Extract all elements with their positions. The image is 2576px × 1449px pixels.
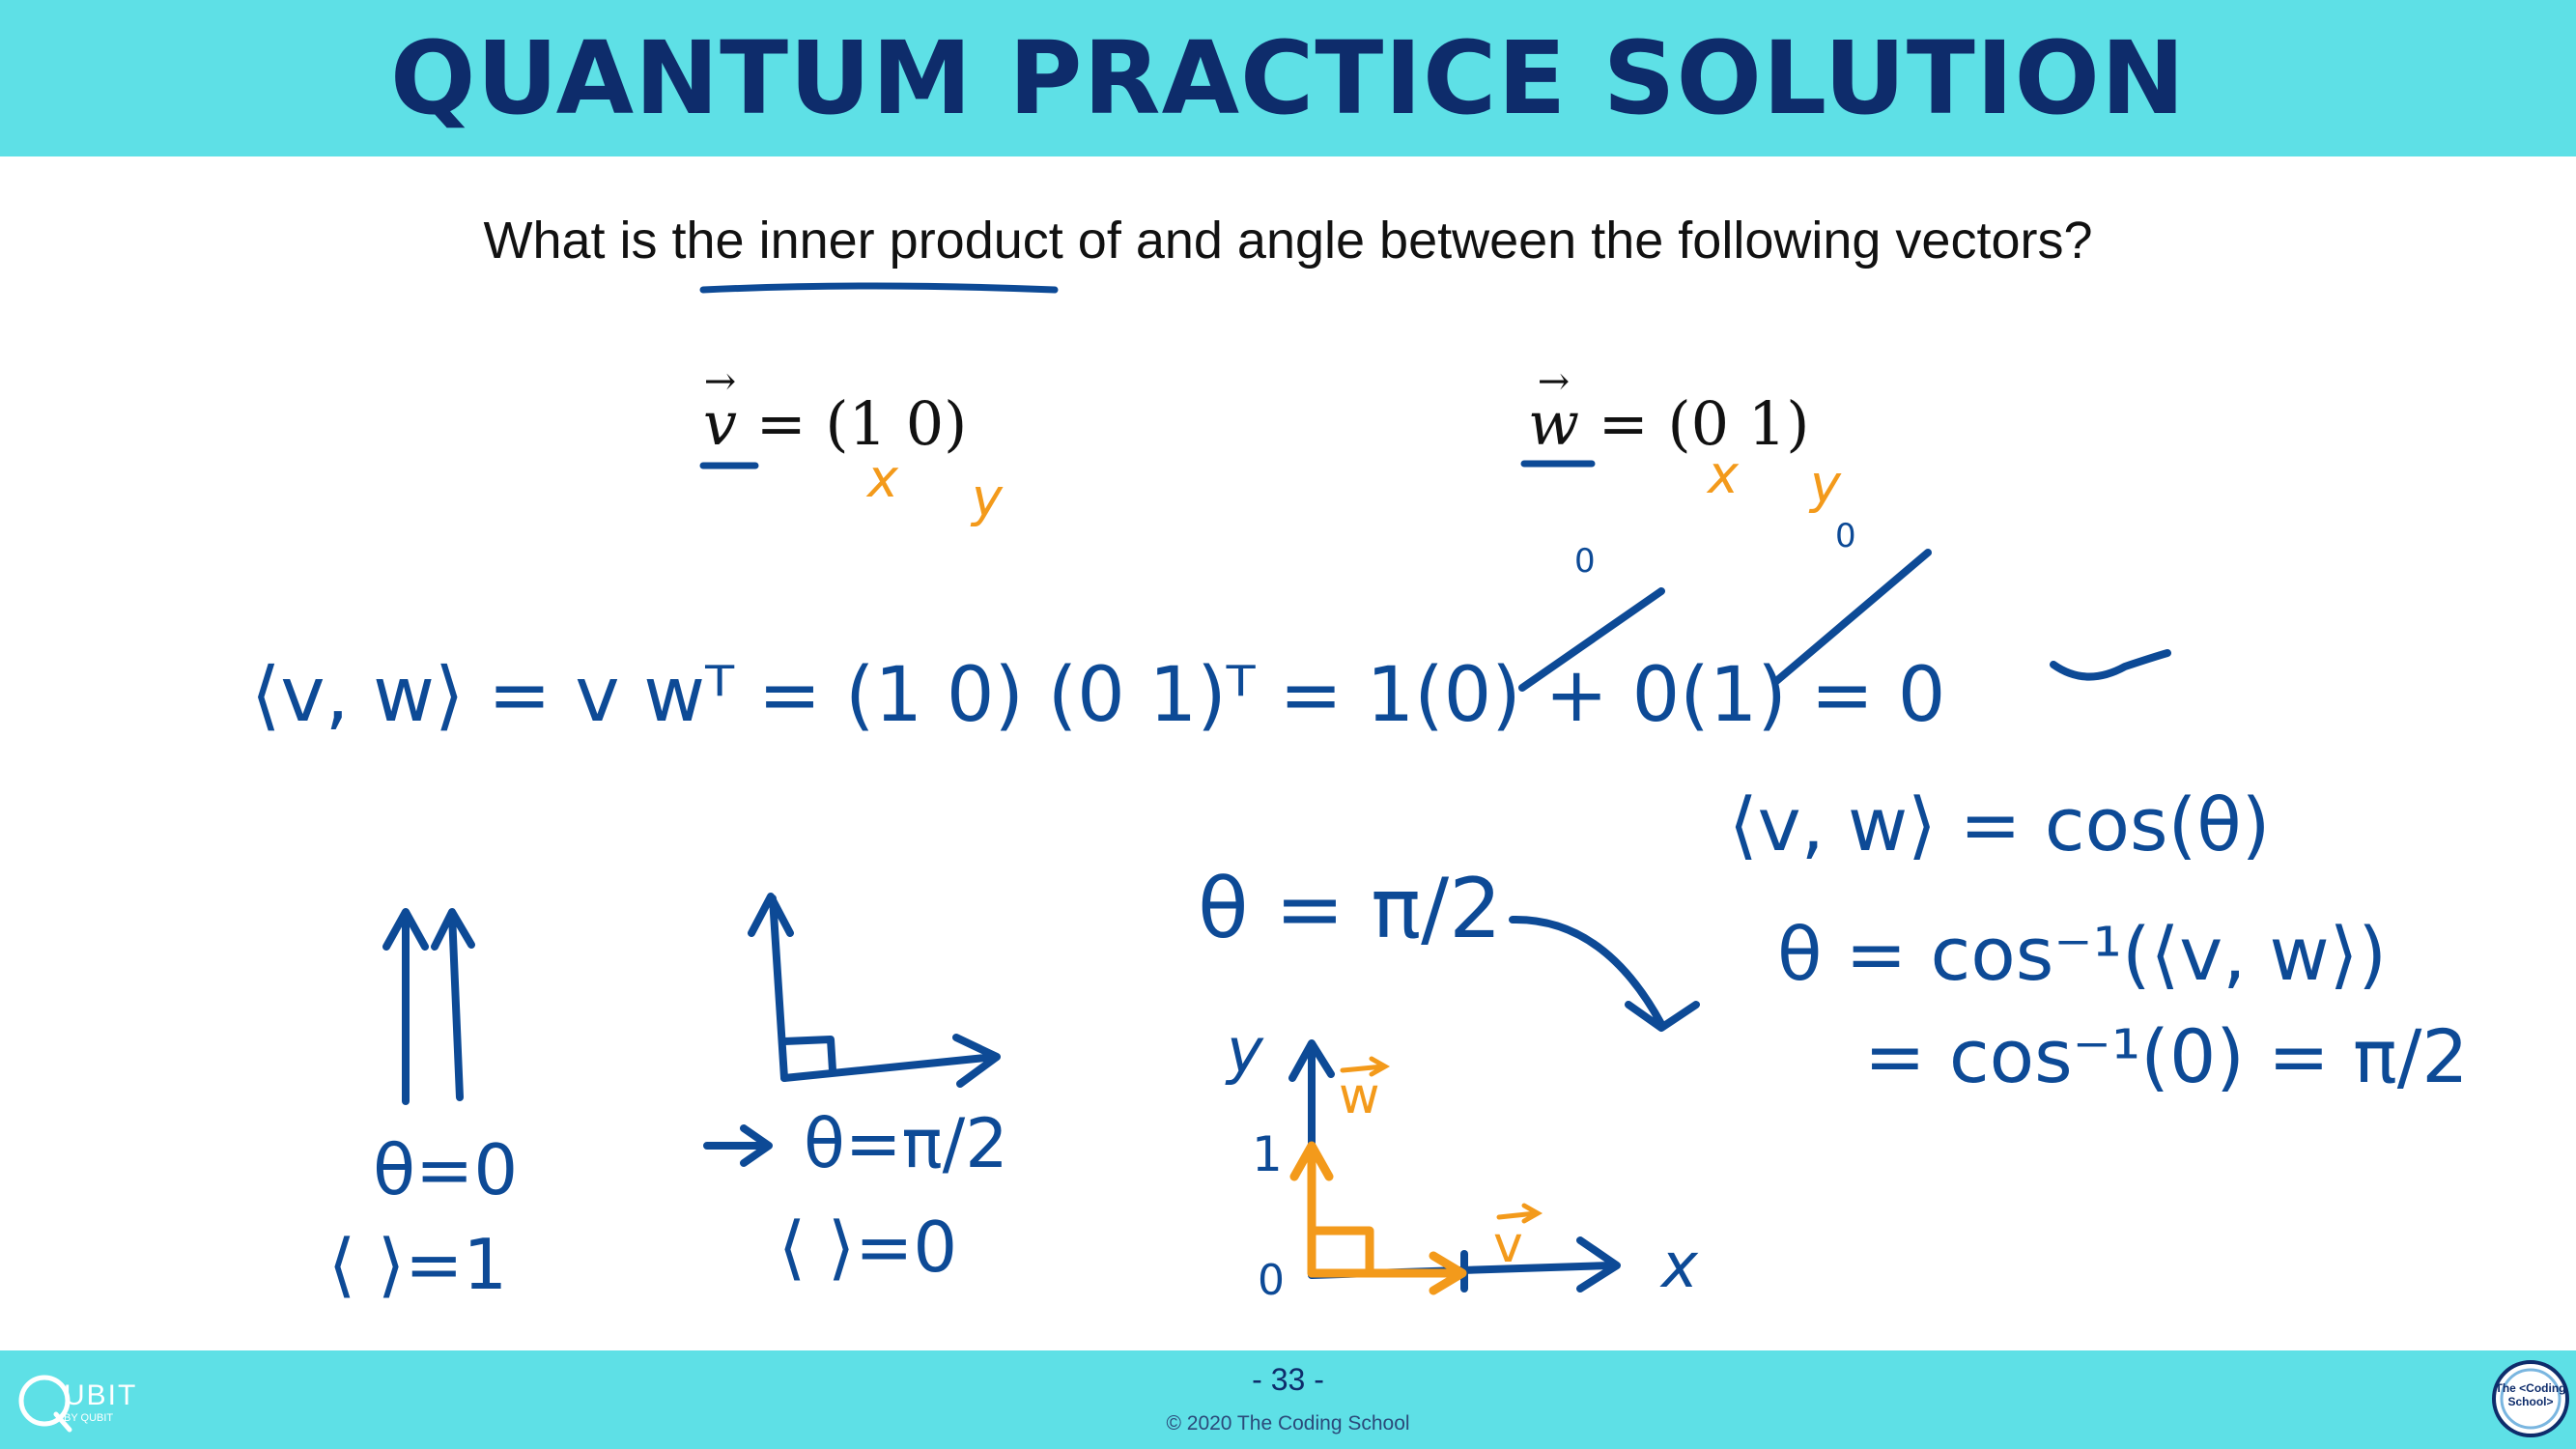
vector-v-label: v xyxy=(1493,1216,1523,1274)
zero-underline-squiggle xyxy=(2053,653,2167,677)
y-axis xyxy=(1292,1043,1331,1275)
v-x-label: x xyxy=(867,448,898,509)
axis-x-label: x xyxy=(1661,1231,1698,1302)
x-axis xyxy=(1312,1240,1617,1289)
arrow-to-relations xyxy=(1513,920,1696,1028)
parallel-arrow-2 xyxy=(435,912,471,1097)
tick-zero-label: 0 xyxy=(1258,1256,1285,1305)
vector-v-label-arrow xyxy=(1499,1206,1538,1221)
qubit-logo-text: UBIT xyxy=(64,1379,138,1411)
vector-w-arrow xyxy=(1294,1146,1329,1273)
perp-right-angle xyxy=(784,1039,833,1070)
vector-w-symbol: → w xyxy=(1528,388,1579,459)
strike-through-second xyxy=(1775,553,1928,682)
axis-y-label: y xyxy=(1227,1016,1263,1088)
perp-pointer-arrow xyxy=(707,1128,769,1163)
question-text: What is the inner product of and angle between the following vectors? xyxy=(483,212,2093,270)
zero-under-y: 0 xyxy=(1835,517,1856,555)
theta-equals-pi-over-2: θ = π/2 xyxy=(1198,861,1502,957)
perp-theta-label: θ=π/2 xyxy=(804,1104,1008,1183)
parallel-inner-label: ⟨ ⟩=1 xyxy=(328,1224,508,1305)
slide-title: QUANTUM PRACTICE SOLUTION xyxy=(389,19,2186,137)
relation-arccos-line: θ = cos⁻¹(⟨v, w⟩) xyxy=(1777,911,2388,997)
vector-v-definition xyxy=(703,388,967,459)
perp-arrow-vertical xyxy=(751,896,790,1078)
relation-cos-line: ⟨v, w⟩ = cos(θ) xyxy=(1729,781,2271,867)
qubit-logo-subtext: BY QUBIT xyxy=(64,1412,114,1424)
vector-v-arrow xyxy=(1312,1256,1462,1291)
perp-arrow-horizontal xyxy=(784,1037,997,1084)
inner-product-expression: ⟨v, w⟩ = v wᵀ = (1 0) (0 1)ᵀ = 1(0) + 0(1) = 0 xyxy=(251,652,1946,739)
v-y-label: y xyxy=(972,468,1003,528)
vector-w-definition xyxy=(1528,388,1809,459)
parallel-theta-label: θ=0 xyxy=(373,1129,519,1210)
w-y-label: y xyxy=(1810,454,1841,515)
page-number: - 33 - xyxy=(1252,1362,1324,1397)
vector-w-components: = (0 1) xyxy=(1579,388,1810,459)
relation-result-line: = cos⁻¹(0) = π/2 xyxy=(1864,1013,2469,1099)
vector-w-label-arrow xyxy=(1343,1059,1385,1074)
right-angle-marker xyxy=(1312,1231,1370,1271)
coding-school-logo-text: The <Coding School> xyxy=(2495,1381,2566,1408)
parallel-arrow-1 xyxy=(386,912,425,1101)
vector-v-components: = (1 0) xyxy=(737,388,968,459)
inner-product-underline xyxy=(703,286,1055,290)
copyright-text: © 2020 The Coding School xyxy=(1166,1412,1410,1435)
tick-one-label: 1 xyxy=(1252,1126,1283,1182)
perp-inner-label: ⟨ ⟩=0 xyxy=(778,1207,958,1288)
w-x-label: x xyxy=(1708,444,1739,505)
strike-through-first xyxy=(1522,591,1661,688)
vector-w-label: w xyxy=(1339,1067,1380,1125)
vector-v-symbol: → v xyxy=(703,388,737,459)
zero-above-paren: 0 xyxy=(1574,542,1596,581)
